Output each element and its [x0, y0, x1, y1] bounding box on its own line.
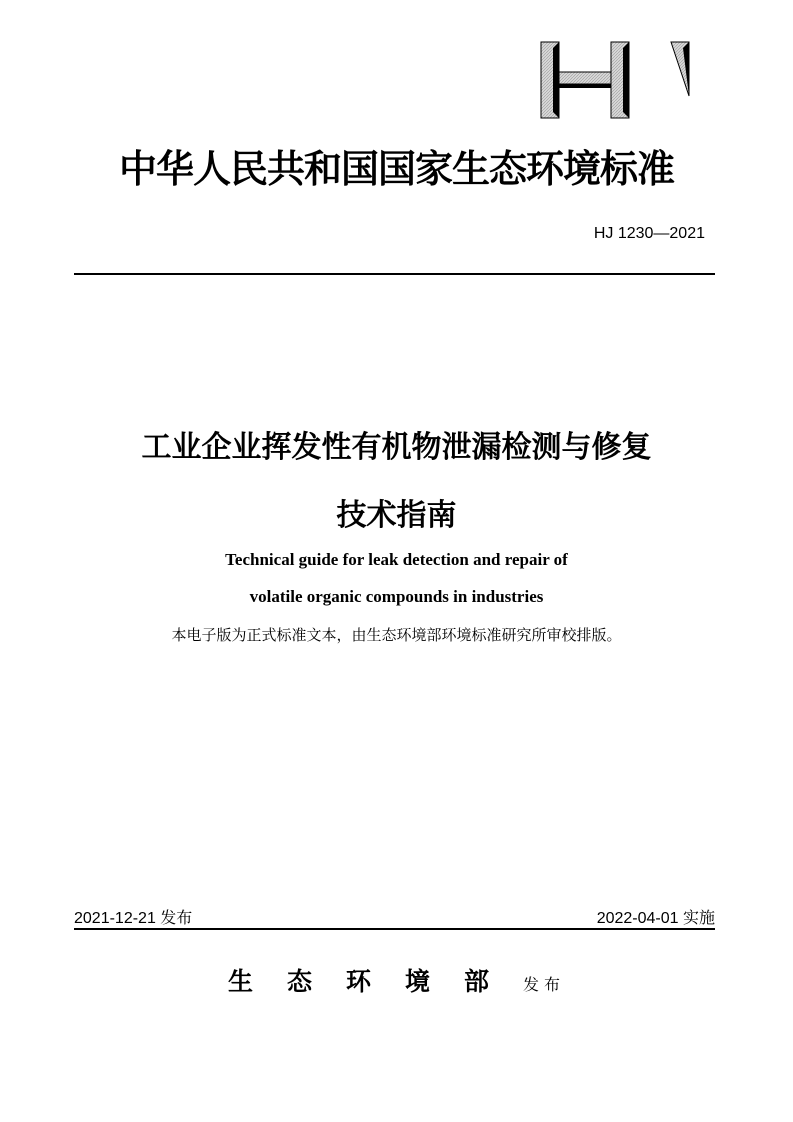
- standard-number: HJ 1230—2021: [593, 225, 705, 242]
- standard-category: 中华人民共和国国家生态环境标准: [118, 146, 674, 191]
- title-cn-line2: 技术指南: [336, 498, 457, 533]
- hj-logo-icon: [537, 38, 697, 122]
- issue-date: 2021-12-21 发布: [74, 910, 193, 927]
- top-divider: [74, 273, 715, 275]
- implement-date: 2022-04-01 实施: [596, 910, 715, 927]
- bottom-divider: [74, 928, 715, 930]
- title-en-line2: volatile organic compounds in industries: [249, 587, 544, 606]
- edition-note: 本电子版为正式标准文本，由生态环境部环境标准研究所审校排版。: [171, 626, 622, 644]
- hj-logo: [537, 38, 697, 122]
- title-en-line1: Technical guide for leak detection and repair of: [225, 550, 568, 569]
- publisher: [0, 962, 793, 998]
- publisher-name: 生态环境部: [227, 967, 523, 996]
- publisher-action: 发布: [523, 975, 566, 994]
- title-cn-line1: 工业企业挥发性有机物泄漏检测与修复: [141, 430, 652, 465]
